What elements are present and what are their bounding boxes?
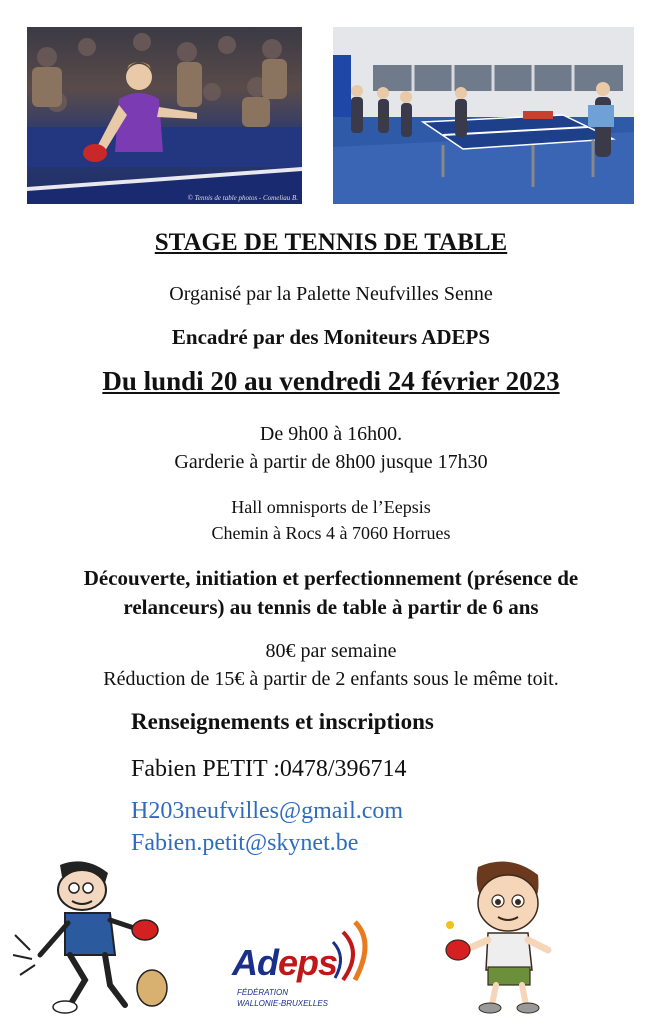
discount-line: Réduction de 15€ à partir de 2 enfants sous le même toit. [103, 668, 559, 690]
description-line-1: Découverte, initiation et perfectionnement (présence de [83, 566, 579, 590]
supervision-line: Encadré par des Moniteurs ADEPS [171, 325, 491, 349]
cartoon-player-right [430, 855, 570, 1020]
adeps-wordmark-ad: Ad [232, 942, 278, 983]
flyer-title: STAGE DE TENNIS DE TABLE [154, 229, 508, 256]
event-hours: De 9h00 à 16h00. [259, 423, 403, 445]
federation-label: FÉDÉRATION [237, 988, 288, 997]
photo-sports-hall [333, 27, 634, 204]
organizer-line: Organisé par la Palette Neufvilles Senne [169, 283, 493, 305]
description-line-2: relanceurs) au tennis de table à partir de 6 ans [123, 595, 539, 619]
photo-sports-hall-image [333, 27, 634, 204]
photo-player-serving [27, 27, 302, 204]
region-label: WALLONIE-BRUXELLES [237, 999, 328, 1008]
venue-address: Chemin à Rocs 4 à 7060 Horrues [211, 523, 451, 543]
cartoon-player-right-icon [430, 855, 570, 1020]
info-heading: Renseignements et inscriptions [131, 709, 434, 734]
daycare-hours: Garderie à partir de 8h00 jusque 17h30 [174, 451, 488, 473]
email-link-personal[interactable]: Fabien.petit@skynet.be [131, 830, 359, 856]
adeps-wordmark [232, 942, 337, 984]
contact-phone: Fabien PETIT :0478/396714 [131, 756, 407, 782]
cartoon-player-left [10, 855, 170, 1020]
cartoon-player-left-icon [10, 855, 170, 1020]
email-link-club[interactable]: H203neufvilles@gmail.com [131, 798, 404, 824]
adeps-logo [225, 912, 385, 1022]
venue-name: Hall omnisports de l’Eepsis [231, 497, 431, 517]
adeps-wordmark-eps: eps [278, 942, 338, 983]
photo-player-serving-image [27, 27, 302, 204]
photo-credit: © Tennis de table photos - Comeliau B. [187, 194, 298, 202]
event-dates: Du lundi 20 au vendredi 24 février 2023 [102, 366, 560, 396]
price-line: 80€ par semaine [265, 640, 397, 662]
